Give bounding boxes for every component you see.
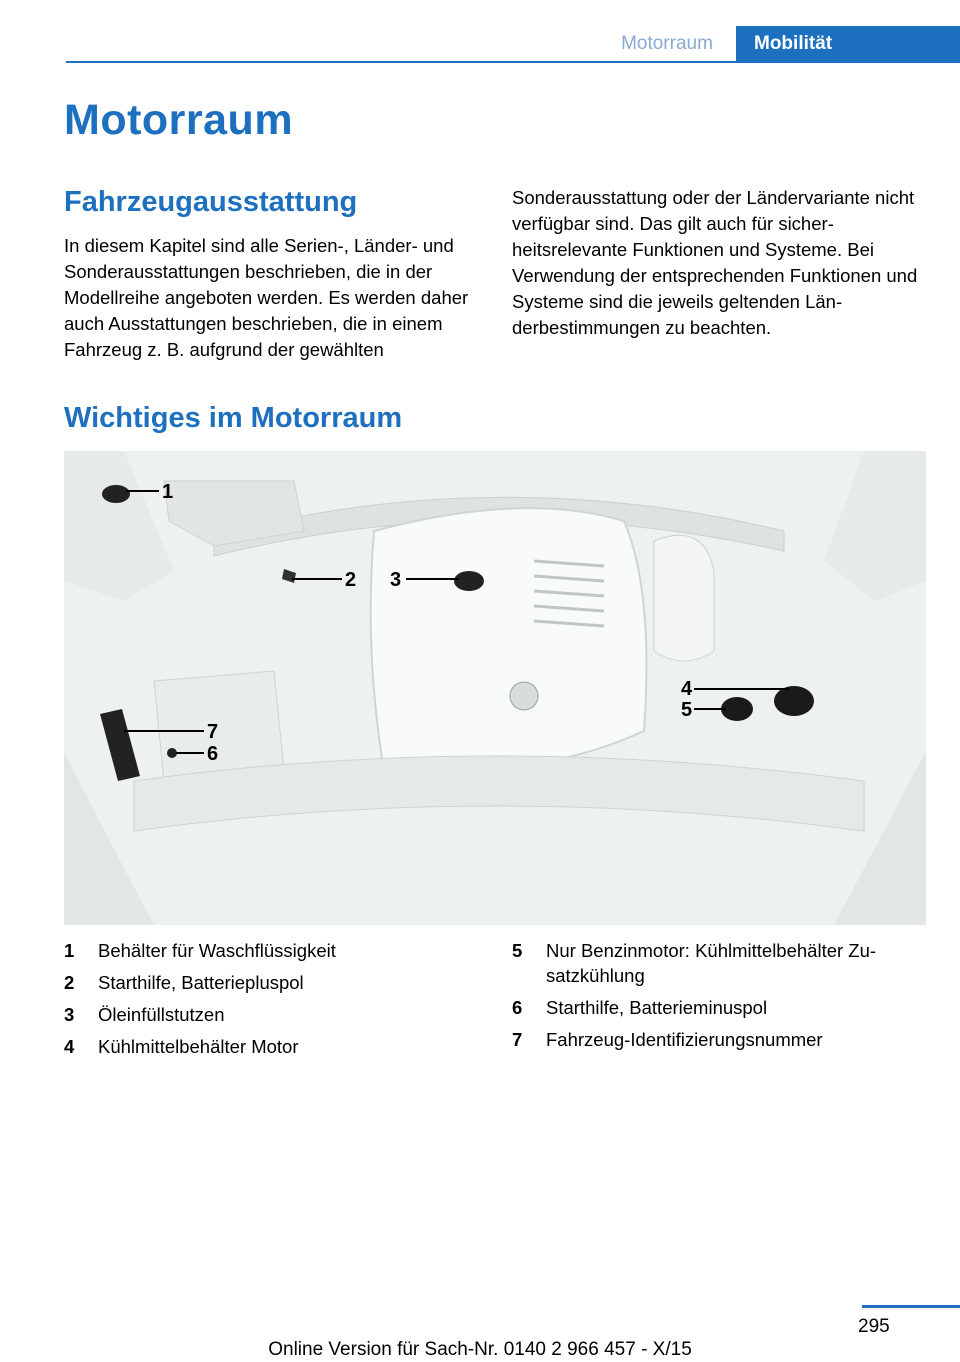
legend-num: 1 (64, 940, 75, 961)
callout-7: 7 (207, 721, 219, 743)
callout-2: 2 (345, 569, 357, 591)
callout-5: 5 (681, 699, 693, 721)
legend-text: Behälter für Waschflüssigkeit (98, 940, 336, 961)
legend-text: Fahrzeug-Identifizierungsnummer (546, 1029, 823, 1050)
legend-num: 4 (64, 1036, 75, 1057)
legend-item (64, 1034, 484, 1059)
legend-num: 2 (64, 972, 75, 993)
legend-num: 7 (512, 1029, 523, 1050)
legend-item (64, 970, 484, 995)
legend-text: Öleinfüllstutzen (98, 1004, 225, 1025)
equipment-text-right: Sonderausstattung oder der Ländervariante nicht verfügbar sind. Das gilt auch für sicherheitsrelevante Funktionen und Systeme. Bei Verwendung der entsprechenden Funktionen und Systeme sind die jeweils geltenden Länderbestimmungen zu beachten. (512, 187, 918, 338)
callout-3: 3 (390, 569, 402, 591)
page-number: 295 (858, 1316, 890, 1337)
equipment-text-left: In diesem Kapitel sind alle Serien-, Länder- und Sonderausstattungen beschrieben, die in der Modellreihe angeboten werden. Es werden daher auch Ausstattungen beschrieben, die in einem Fahrzeug z. B. aufgrund der gewählten (64, 235, 469, 360)
online-version-note: Online Version für Sach-Nr. 0140 2 966 457 - X/15 (268, 1339, 692, 1360)
section-heading-engine-bay: Wichtiges im Motorraum (64, 402, 403, 434)
legend-item (512, 1027, 922, 1052)
legend-right (512, 938, 922, 1059)
legend-left (64, 938, 484, 1066)
engine-bay-illustration (64, 451, 926, 925)
header-tab-chapter: Mobilität (736, 26, 960, 63)
callout-4: 4 (681, 678, 693, 700)
page-title: Motorraum (64, 96, 294, 144)
legend-item (512, 938, 922, 988)
callout-1: 1 (162, 481, 174, 503)
footer-rule (862, 1305, 960, 1308)
legend-num: 6 (512, 997, 523, 1018)
legend-num: 3 (64, 1004, 75, 1025)
section-heading-equipment: Fahrzeugausstattung (64, 186, 358, 218)
callout-6: 6 (207, 743, 219, 765)
legend-num: 5 (512, 940, 523, 961)
legend-item (512, 995, 922, 1020)
legend-text: Starthilfe, Batterieminuspol (546, 997, 768, 1018)
legend-text: Kühlmittelbehälter Motor (98, 1036, 299, 1057)
header-tab-section: Motorraum (621, 33, 713, 54)
legend-item (64, 938, 484, 963)
legend-item (64, 1002, 484, 1027)
legend-text: Starthilfe, Batteriepluspol (98, 972, 304, 993)
legend-text: Nur Benzinmotor: Kühlmittelbehälter Zusatzkühlung (546, 940, 877, 986)
